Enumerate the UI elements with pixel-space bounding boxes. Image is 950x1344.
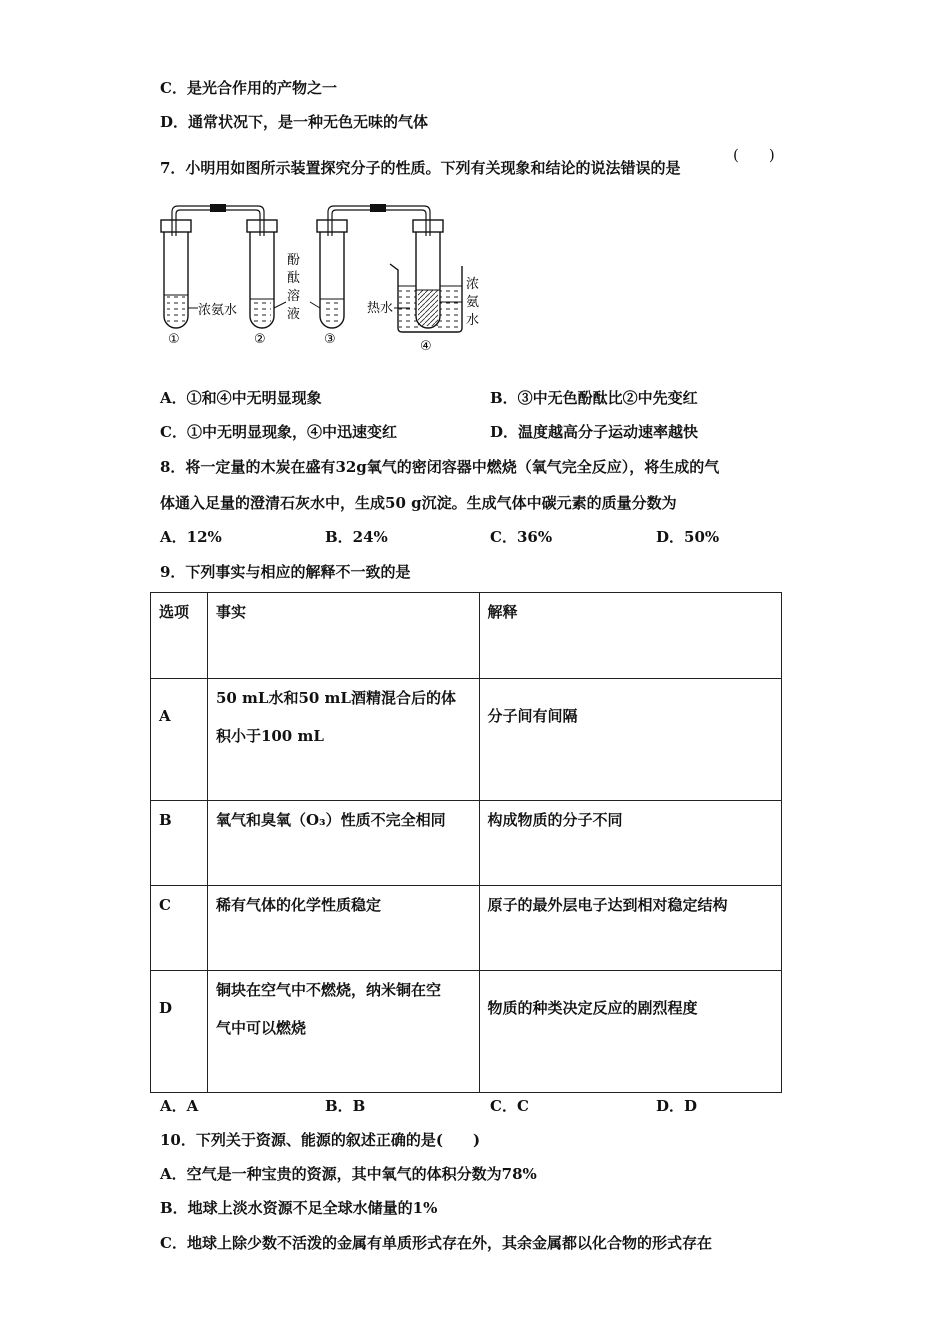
row-explanation: 构成物质的分子不同	[479, 801, 781, 886]
q7-apparatus-figure	[150, 198, 510, 358]
row-key: D	[151, 971, 208, 1093]
row-fact: 50 mL水和50 mL酒精混合后的体 积小于100 mL	[207, 679, 479, 801]
row-key: B	[151, 801, 208, 886]
tube-4	[413, 220, 443, 328]
row-explanation: 原子的最外层电子达到相对稳定结构	[479, 886, 781, 971]
q10-option-b: B．地球上淡水资源不足全球水储量的1%	[160, 1199, 438, 1217]
q7-option-a: A．①和④中无明显现象	[160, 389, 322, 407]
q10-stem: 10．下列关于资源、能源的叙述正确的是( )	[160, 1131, 481, 1149]
svg-text:水: 水	[466, 313, 480, 328]
row-key: C	[151, 886, 208, 971]
table-row	[151, 679, 782, 801]
q10-option-a: A．空气是一种宝贵的资源，其中氧气的体积分数为78%	[160, 1165, 537, 1183]
table-row	[151, 971, 782, 1093]
table-header-row	[151, 593, 782, 679]
row-explanation: 分子间有间隔	[479, 679, 781, 801]
row-fact: 稀有气体的化学性质稳定	[207, 886, 479, 971]
row-fact: 铜块在空气中不燃烧，纳米铜在空 气中可以燃烧	[207, 971, 479, 1093]
q7-option-d: D．温度越高分子运动速率越快	[490, 423, 699, 441]
row-fact: 氧气和臭氧（O₃）性质不完全相同	[207, 801, 479, 886]
svg-text:酞: 酞	[287, 271, 301, 286]
q9-option-c: C．C	[490, 1097, 529, 1115]
svg-text:液: 液	[287, 307, 301, 322]
header-explanation: 解释	[479, 593, 781, 679]
q8-option-a: A．12%	[160, 528, 222, 546]
q9-table	[150, 592, 782, 1093]
q9-stem: 9．下列事实与相应的解释不一致的是	[160, 563, 411, 581]
label-num-3: ③	[324, 332, 336, 347]
header-option: 选项	[151, 593, 208, 679]
q8-option-c: C．36%	[490, 528, 553, 546]
q9-option-b: B．B	[325, 1097, 366, 1115]
svg-text:浓: 浓	[466, 277, 480, 292]
label-num-1: ①	[168, 332, 180, 347]
q6-option-d: D．通常状况下，是一种无色无味的气体	[160, 113, 429, 131]
q8-option-b: B．24%	[325, 528, 388, 546]
row-key: A	[151, 679, 208, 801]
q8-stem-line1: 8．将一定量的木炭在盛有32g氧气的密闭容器中燃烧（氧气完全反应），将生成的气	[160, 458, 720, 476]
tube-2	[247, 220, 277, 328]
q9-option-a: A．A	[160, 1097, 199, 1115]
header-fact: 事实	[207, 593, 479, 679]
q8-stem-line2: 体通入足量的澄清石灰水中，生成50 g沉淀。生成气体中碳元素的质量分数为	[160, 494, 677, 512]
q7-option-b: B．③中无色酚酞比②中先变红	[490, 389, 698, 407]
q6-option-c: C．是光合作用的产物之一	[160, 79, 337, 97]
label-concentrated-ammonia: 浓氨水	[198, 303, 238, 318]
svg-text:酚: 酚	[287, 253, 301, 268]
table-row	[151, 801, 782, 886]
q7-option-c: C．①中无明显现象，④中迅速变红	[160, 423, 397, 441]
svg-text:氨: 氨	[466, 295, 480, 310]
q7-stem: 7．小明用如图所示装置探究分子的性质。下列有关现象和结论的说法错误的是	[160, 159, 681, 177]
label-hot-water: 热水	[367, 301, 394, 316]
q8-option-d: D．50%	[656, 528, 720, 546]
svg-text:溶: 溶	[287, 289, 301, 304]
q10-option-c: C．地球上除少数不活泼的金属有单质形式存在外，其余金属都以化合物的形式存在	[160, 1234, 712, 1252]
label-phenolphthalein	[287, 253, 300, 322]
row-explanation: 物质的种类决定反应的剧烈程度	[479, 971, 781, 1093]
tube-3	[317, 220, 347, 328]
q7-answer-blank: ( )	[733, 146, 775, 164]
label-num-2: ②	[254, 332, 266, 347]
q9-option-d: D．D	[656, 1097, 698, 1115]
table-row	[151, 886, 782, 971]
tube-1	[161, 220, 191, 328]
label-num-4: ④	[420, 339, 432, 354]
label-concentrated-ammonia-2	[466, 277, 479, 328]
